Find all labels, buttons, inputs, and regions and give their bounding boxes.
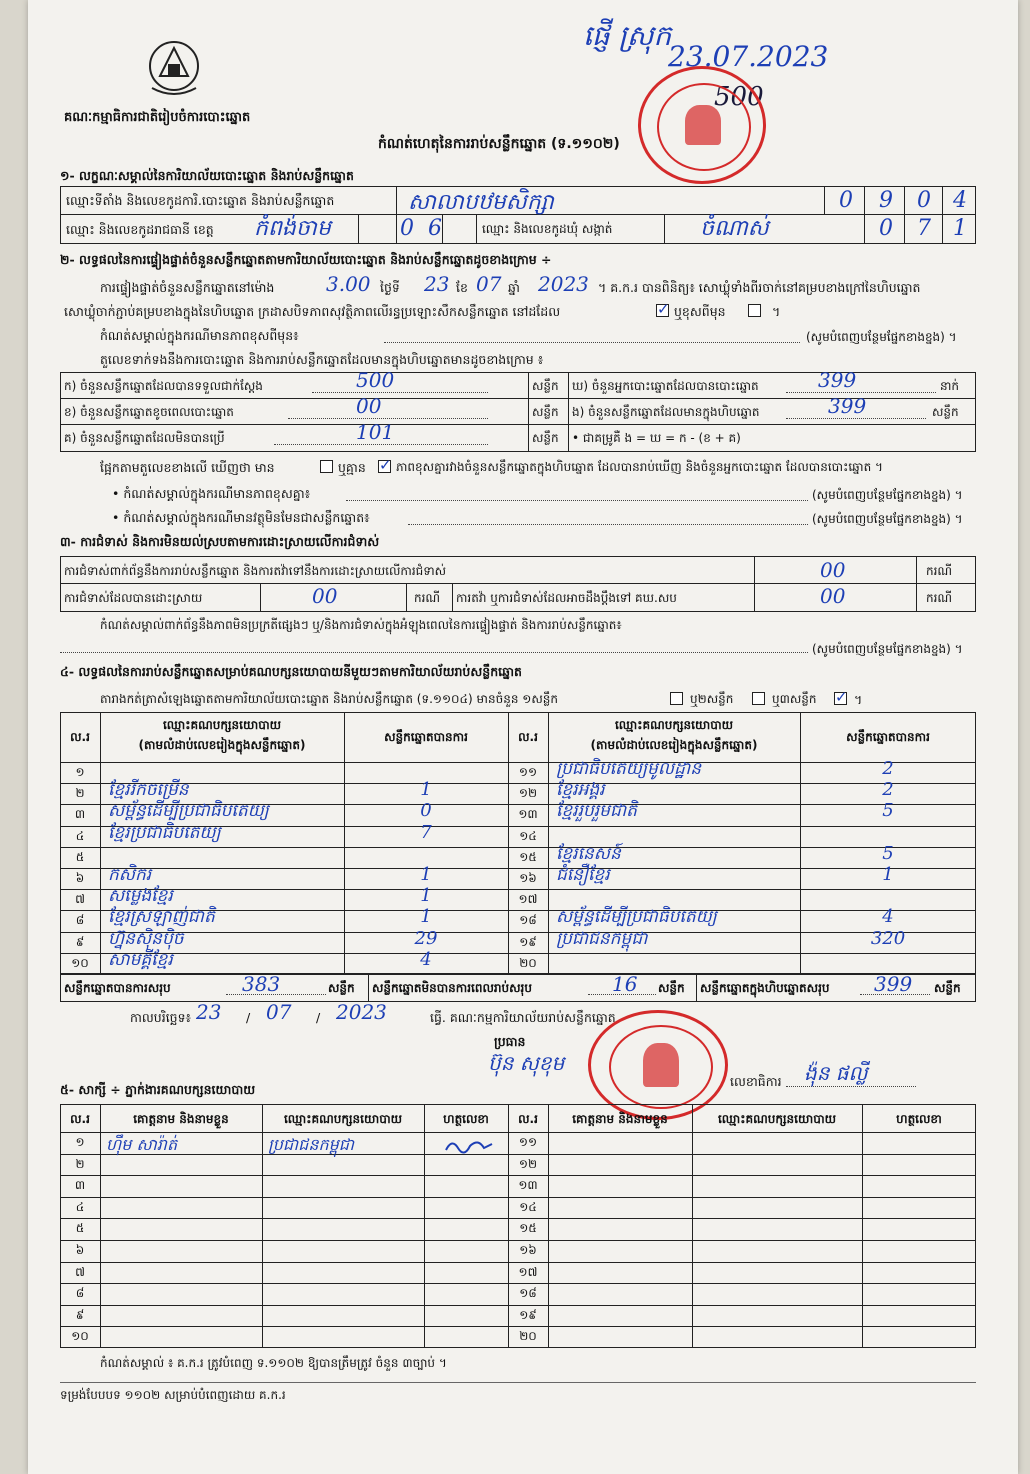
received-unit: សន្លឹក: [532, 379, 559, 393]
party-row-votes: 1: [420, 864, 432, 885]
witness-1-party: ប្រជាជនកម្ពុជា: [268, 1135, 355, 1154]
complaints-label: ការជំទាស់ពាក់ព័ន្ធនឹងការរាប់សន្លឹកឆ្នោត និងការតវ៉ាទៅនឹងការដោះស្រាយលើការជំទាស់: [64, 564, 447, 578]
party-row-no: ៥: [75, 849, 85, 864]
section-4-heading: ៤- លទ្ធផលនៃការរាប់សន្លឹកឆ្នោតសម្រាប់គណបក្សនយោបាយនីមួយៗតាមការិយាល័យរាប់សន្លឹកឆ្នោត: [60, 664, 522, 679]
fill-back-note-4: (សូមបំពេញបន្ថែមផ្នែកខាងខ្នង) ។: [812, 642, 963, 656]
section-5-heading: ៥- សាក្សី ÷ ភ្នាក់ងារគណបក្សនយោបាយ: [60, 1082, 256, 1097]
witness-row-no: ៣: [74, 1178, 86, 1193]
party-row-name: ប្រជាធិបតេយ្យមូលដ្ឋាន: [556, 759, 702, 779]
party-row-votes: 0: [420, 800, 432, 822]
party-row-no: ១៧: [518, 892, 538, 907]
col-no-left: ល.រ: [70, 730, 90, 744]
witness-row-no: ១៤: [519, 1199, 537, 1214]
chair-label: ប្រធាន: [494, 1034, 526, 1049]
witness-row-no: ៧: [75, 1264, 85, 1279]
secretary-label: លេខាធិការ: [730, 1074, 782, 1089]
party-row-no: ១០: [71, 955, 89, 970]
fill-back-note-3: (សូមបំពេញបន្ថែមផ្នែកខាងខ្នង) ។: [812, 512, 963, 526]
spoiled-unit: សន្លឹក: [532, 405, 559, 419]
fill-back-note-2: (សូមបំពេញបន្ថែមផ្នែកខាងខ្នង) ។: [812, 488, 963, 502]
verify-text-3: សោឃ្លុំចាក់ភ្ជាប់គម្របខាងក្នុងនៃហិបឆ្នោត ក្រដាសបិទភាពសុវត្ថិភាពលើរន្ធប្រឡោះសឹកសន្លឹកឆ្នោត នៅដដែល: [64, 304, 561, 319]
col-party-left: ឈ្មោះគណបក្សនយោបាយ: [162, 718, 282, 732]
location-code-4: 4: [953, 188, 967, 213]
total-valid-label: សន្លឹកឆ្នោតបានការសរុប: [64, 981, 171, 995]
handwritten-number: 500: [714, 82, 764, 112]
location-code-3: 0: [917, 188, 931, 213]
two-sheet-checkbox[interactable]: [752, 692, 765, 705]
party-row-name: សម្លេងខ្មែរ: [108, 886, 173, 907]
secretary-signature: ង៉ុន ផល្លី: [804, 1061, 868, 1085]
party-row-no: ៦: [75, 871, 85, 885]
section-2-heading: ២- លទ្ធផលនៃការផ្ទៀងផ្ទាត់ចំនួនសន្លឹកឆ្នោតតាមការិយាល័យបោះឆ្នោត និងរាប់សន្លឹកឆ្នោតដូចខាងក្រោម ÷: [60, 252, 552, 267]
appeal-unit: ករណី: [926, 591, 953, 605]
w-col-party-right: ឈ្មោះគណបក្សនយោបាយ: [717, 1112, 837, 1126]
witness-1-signature-icon: [444, 1136, 494, 1160]
witness-row-no: ៤: [75, 1199, 85, 1214]
made-org: ធ្វើ. គណៈកម្មការិយាល័យរាប់សន្លឹកឆ្នោត: [430, 1010, 616, 1025]
w-col-no-right: ល.រ: [518, 1112, 538, 1126]
party-row-no: ១៥: [519, 849, 537, 864]
w-col-no-left: ល.រ: [70, 1112, 90, 1126]
appeal-label: ការតវ៉ា ឬការជំទាស់ដែលអាចដឹងប្ដឹងទៅ គឃ.សប: [456, 591, 677, 605]
spoiled-value: 00: [356, 394, 382, 418]
col-votes-left: សន្លឹកឆ្នោតបានការ: [384, 730, 468, 744]
total-box-unit: សន្លឹក: [934, 981, 961, 995]
unchanged-checkbox[interactable]: ✓: [657, 300, 670, 318]
party-row-no: ១: [75, 765, 85, 779]
verify-day: 23: [424, 272, 450, 296]
discrepancy-text-1: ផ្អែកតាមតួលេខខាងលើ ឃើញថា មាន: [100, 460, 275, 475]
w-col-sign-right: ហត្ថលេខា: [896, 1112, 942, 1126]
verify-month: 07: [476, 272, 502, 296]
party-row-no: ១១: [518, 765, 538, 779]
discrepancy-yes-checkbox[interactable]: [320, 460, 333, 473]
complaints-unit: ករណី: [926, 564, 953, 578]
complaints-value: 00: [820, 558, 846, 582]
party-row-no: ១៤: [519, 828, 537, 843]
party-row-name: ប្រជាជនកម្ពុជា: [556, 928, 648, 949]
changed-label: ឬខុសពីមុន: [674, 304, 726, 319]
formula-text: • ជាគម្រូគឺ ង = ឃ = ក - (ខ + គ): [572, 431, 741, 445]
party-row-name: ខ្មែររីកចម្រើន: [108, 780, 189, 801]
party-row-name: សម្ព័ន្ធដើម្បីប្រជាធិបតេយ្យ: [556, 907, 717, 928]
verify-day-label: ថ្ងៃទី: [380, 280, 400, 295]
witness-row-no: ១៩: [519, 1307, 537, 1322]
province-label: ឈ្មោះ និងលេខកូដរាជធានី ខេត្ត: [66, 222, 214, 237]
verify-year: 2023: [538, 272, 589, 296]
commune-code-2: 7: [917, 216, 931, 241]
unused-unit: សន្លឹក: [532, 431, 559, 445]
party-row-no: ១៨: [519, 913, 537, 928]
witness-row-no: ១៣: [518, 1178, 538, 1193]
party-row-votes: 5: [882, 800, 894, 822]
location-value: សាលាបឋមសិក្សា: [408, 190, 554, 215]
verify-text-2: ។ គ.ក.រ បានពិនិត្យ៖ សោឃ្លុំទាំងពីរចាក់នៅគម្របខាងក្រៅនៃហិបឆ្នោត: [598, 280, 921, 295]
witness-row-no: ១៦: [519, 1243, 537, 1257]
discrepancy-no-label: ឬគ្មាន: [338, 460, 366, 475]
form-title: កំណត់ហេតុនៃការរាប់សន្លឹកឆ្នោត (ទ.១១០២): [378, 136, 620, 152]
party-row-name: ជំនឿខ្មែរ: [556, 865, 610, 885]
period-mark: ។: [772, 304, 781, 319]
discrepancy-no-checkbox[interactable]: ✓: [379, 456, 392, 474]
commune-label: ឈ្មោះ និងលេខកូដឃុំ សង្កាត់: [482, 222, 613, 236]
voters-label: ឃ) ចំនួនអ្នកបោះឆ្នោតដែលបានបោះឆ្នោត: [572, 379, 759, 393]
location-code-1: 0: [839, 188, 853, 213]
party-row-votes: 2: [882, 779, 894, 801]
form-footer: ទម្រង់បែបបទ ១១០២ សម្រាប់បំពេញដោយ គ.ក.រ: [60, 1388, 286, 1402]
party-row-no: ៨: [75, 913, 85, 928]
verify-time: 3.00: [326, 272, 371, 296]
party-row-name: សាមគ្គីខ្មែរ: [108, 949, 173, 970]
total-valid-value: 383: [242, 972, 281, 996]
in-box-label: ង) ចំនួនសន្លឹកឆ្នោតដែលមានក្នុងហិបឆ្នោត: [572, 405, 760, 419]
made-month: 07: [266, 1000, 292, 1024]
appeal-value: 00: [820, 584, 846, 608]
handwritten-note: ផ្ញើ ស្រុក: [583, 19, 672, 52]
party-row-votes: 1: [420, 779, 432, 801]
changed-checkbox[interactable]: [748, 304, 761, 317]
party-row-no: ៧: [75, 892, 85, 907]
col-no-right: ល.រ: [518, 730, 538, 744]
commune-code-1: 0: [879, 216, 893, 241]
discrepancy-note-label: • កំណត់សម្គាល់ក្នុងករណីមានភាពខុសគ្នា៖: [112, 486, 311, 501]
party-row-no: ៣: [74, 807, 86, 822]
witness-row-no: ៩: [75, 1307, 85, 1322]
witness-row-no: ១៧: [518, 1264, 538, 1279]
verify-year-label: ឆ្នាំ: [508, 280, 520, 295]
made-year: 2023: [336, 1000, 387, 1024]
verify-month-label: ខែ: [456, 280, 468, 295]
total-box-value: 399: [874, 972, 913, 996]
witness-row-no: ១៨: [519, 1286, 537, 1301]
voters-value: 399: [818, 368, 857, 392]
resolved-label: ការជំទាស់ដែលបានដោះស្រាយ: [64, 591, 203, 605]
party-row-name: ខ្មែរស្រឡាញ់ជាតិ: [108, 907, 215, 928]
party-row-votes: 1: [882, 864, 894, 885]
party-row-no: ១២: [518, 786, 538, 801]
made-day: 23: [196, 1000, 222, 1024]
witness-row-no: ៥: [75, 1221, 85, 1236]
witness-row-no: ៦: [75, 1243, 85, 1257]
ballot-count-form-page: [28, 0, 1018, 1474]
location-label: ឈ្មោះទីតាំង និងលេខកូដការិ.បោះឆ្នោត និងរាប់សន្លឹកឆ្នោត: [66, 193, 335, 208]
party-row-votes: 2: [882, 758, 894, 779]
handwritten-date: 23.07.2023: [668, 40, 829, 73]
footnote: កំណត់សម្គាល់ ៖ គ.ក.រ ត្រូវបំពេញ ទ.១១០២ ឱ្យបានត្រឹមត្រូវ ចំនួន ៣ច្បាប់ ។: [100, 1356, 447, 1370]
party-row-votes: 4: [882, 906, 894, 928]
unused-label: គ) ចំនួនសន្លឹកឆ្នោតដែលមិនបានប្រើ: [64, 431, 225, 445]
section-1-heading: ១- លក្ខណៈសម្គាល់នៃការិយាល័យបោះឆ្នោត និងរាប់សន្លឹកឆ្នោត: [60, 168, 354, 183]
col-party-left-sub: (តាមលំដាប់លេខរៀងក្នុងសន្លឹកឆ្នោត): [138, 738, 306, 752]
witness-row-no: ១: [75, 1135, 85, 1149]
witness-row-no: ១០: [71, 1329, 89, 1344]
in-box-value: 399: [828, 394, 867, 418]
party-row-no: ១៩: [519, 934, 537, 949]
w-col-party-left: ឈ្មោះគណបក្សនយោបាយ: [283, 1112, 403, 1126]
three-sheet-label: ឬ៣សន្លឹក: [772, 692, 817, 706]
party-row-votes: 320: [870, 927, 906, 949]
fill-back-note-1: (សូមបំពេញបន្ថែមផ្នែកខាងខ្នង) ។: [806, 330, 957, 344]
party-row-name: ខ្មែរនេសន៍: [556, 843, 621, 864]
witness-row-no: ២០: [519, 1329, 537, 1344]
total-invalid-unit: សន្លឹក: [658, 981, 685, 995]
total-invalid-label: សន្លឹកឆ្នោតមិនបានការពេលរាប់សរុប: [372, 981, 532, 995]
witness-row-no: ៨: [75, 1286, 85, 1301]
witness-row-no: ១២: [518, 1156, 538, 1171]
chair-signature: ប៊ុន សុខុម: [488, 1051, 565, 1075]
period-mark-2: ។: [854, 692, 863, 707]
witness-row-no: ២: [75, 1156, 85, 1171]
party-row-votes: 5: [882, 842, 894, 864]
commune-code-3: 1: [953, 216, 967, 241]
party-row-name: សម្ព័ន្ធដើម្បីប្រជាធិបតេយ្យ: [108, 801, 269, 822]
party-row-votes: 4: [420, 948, 432, 970]
province-value: កំពង់ចាម: [254, 216, 331, 241]
w-col-sign-left: ហត្ថលេខា: [443, 1112, 489, 1126]
party-row-no: ២: [75, 786, 85, 801]
w-col-name-right: គោត្តនាម និងនាមខ្លួន: [572, 1112, 668, 1126]
total-valid-unit: សន្លឹក: [328, 981, 355, 995]
party-row-votes: 29: [414, 927, 438, 949]
party-row-no: ៤: [75, 828, 85, 843]
party-row-name: ហ្វ៊ុនស៊ិនប៉ិច: [108, 928, 184, 949]
nec-emblem-icon: [146, 38, 202, 98]
party-row-no: ៩: [75, 934, 85, 949]
tally-sheets-text: តារាងកត់ត្រាសំឡេងឆ្នោតតាមការិយាល័យបោះឆ្នោត និងរាប់សន្លឹកឆ្នោត (ទ.១១០៤) មានចំនួន ១សន្លឹក: [100, 692, 558, 706]
total-invalid-value: 16: [612, 972, 638, 996]
party-row-name: កសិករ: [108, 865, 152, 885]
total-box-label: សន្លឹកឆ្នោតក្នុងហិបឆ្នោតសរុប: [700, 981, 830, 995]
date-sep-2: /: [316, 1010, 321, 1025]
two-sheet-label: ឬ២សន្លឹក: [690, 692, 734, 706]
org-name: គណៈកម្មាធិការជាតិរៀបចំការបោះឆ្នោត: [64, 110, 251, 125]
province-code: 06: [400, 216, 456, 241]
difference-note-label: កំណត់សម្គាល់ក្នុងករណីមានភាពខុសពីមុន៖: [100, 328, 299, 343]
date-sep-1: /: [246, 1010, 251, 1025]
official-stamp-top: [638, 66, 766, 184]
resolved-unit: ករណី: [414, 591, 441, 605]
col-votes-right: សន្លឹកឆ្នោតបានការ: [846, 730, 930, 744]
w-col-name-left: គោត្តនាម និងនាមខ្លួន: [133, 1112, 229, 1126]
spoiled-label: ខ) ចំនួនសន្លឹកឆ្នោតខូចពេលបោះឆ្នោត: [64, 405, 234, 419]
one-sheet-checkbox[interactable]: [670, 692, 683, 705]
three-sheet-checkbox[interactable]: ✓: [835, 688, 848, 706]
received-value: 500: [356, 368, 395, 392]
party-row-no: ២០: [519, 955, 537, 970]
section-3-heading: ៣- ការជំទាស់ និងការមិនយល់ស្របតាមការដោះស្រាយលើការជំទាស់: [60, 534, 380, 549]
party-row-no: ១៣: [518, 807, 538, 822]
unused-value: 101: [356, 420, 395, 444]
location-code-2: 9: [879, 188, 893, 213]
witness-row-no: ១១: [518, 1135, 538, 1149]
witness-row-no: ១៥: [519, 1221, 537, 1236]
discrepancy-text-2: ភាពខុសគ្នារវាងចំនួនសន្លឹកឆ្នោតក្នុងហិបឆ្នោត ដែលបានរាប់ឃើញ និងចំនួនអ្នកបោះឆ្នោត ដែលបានបោះឆ្នោត ។: [396, 460, 883, 474]
witness-1-name: ហ៊ឹម សារ៉ាត់: [106, 1135, 178, 1154]
in-box-unit: សន្លឹក: [932, 405, 959, 419]
col-party-right-sub: (តាមលំដាប់លេខរៀងក្នុងសន្លឹកឆ្នោត): [590, 738, 758, 752]
irregularity-note-label: កំណត់សម្គាល់ពាក់ព័ន្ធនឹងភាពមិនប្រក្រតីផ្សេងៗ ឬ/និងការជំទាស់ក្នុងអំឡុងពេលនៃការផ្ទៀងផ្ទាត់ និងការរាប់សន្លឹកឆ្នោត៖: [100, 618, 622, 632]
party-row-no: ១៦: [519, 871, 537, 885]
made-date-label: កាលបរិច្ឆេទ៖: [130, 1010, 192, 1025]
party-row-votes: 7: [420, 821, 432, 843]
foreign-object-note-label: • កំណត់សម្គាល់ក្នុងករណីមានវត្ថុមិនមែនជាសន្លឹកឆ្នោត៖: [112, 510, 370, 525]
party-row-name: ខ្មែរប្រជាធិបតេយ្យ: [108, 822, 221, 843]
party-row-name: ខ្មែររួបរួមជាតិ: [556, 801, 637, 822]
party-row-votes: 1: [420, 885, 432, 907]
figures-intro: តួលេខទាក់ទងនឹងការបោះឆ្នោត និងការរាប់សន្លឹកឆ្នោតដែលមានក្នុងហិបឆ្នោតមានដូចខាងក្រោម ៖: [100, 352, 544, 367]
col-party-right: ឈ្មោះគណបក្សនយោបាយ: [614, 718, 734, 732]
commune-value: ចំណាស់: [700, 216, 769, 241]
verify-text-1: ការផ្ទៀងផ្ទាត់ចំនួនសន្លឹកឆ្នោតនៅម៉ោង: [100, 280, 275, 295]
party-row-name: ខ្មែរអង្គរ: [556, 780, 605, 801]
party-row-votes: 1: [420, 906, 432, 928]
resolved-value: 00: [312, 584, 338, 608]
voters-unit: នាក់: [940, 379, 960, 393]
received-label: ក) ចំនួនសន្លឹកឆ្នោតដែលបានទទួលជាក់ស្តែង: [64, 379, 263, 393]
